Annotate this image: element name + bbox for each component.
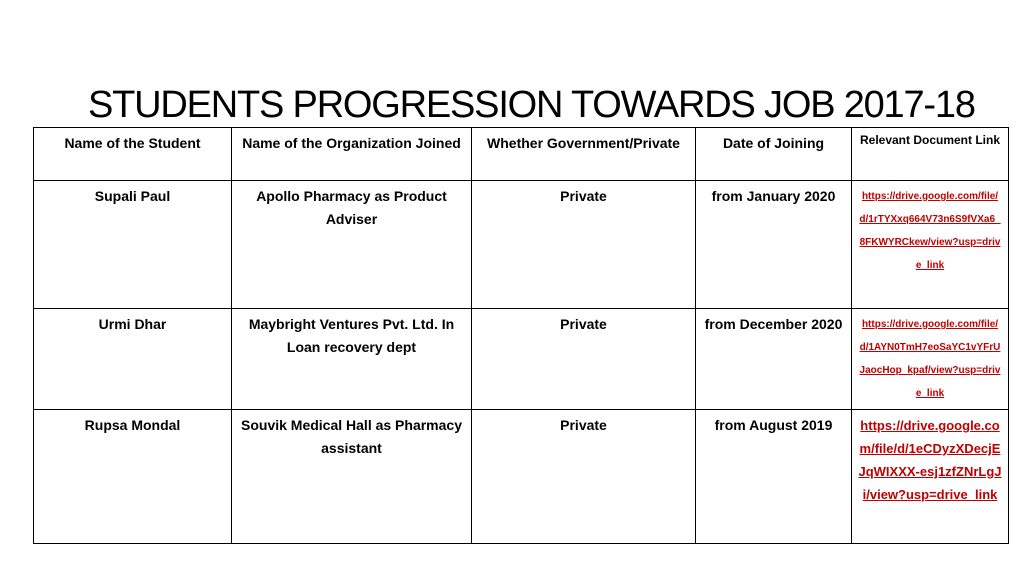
header-date-of-joining: Date of Joining: [696, 128, 852, 181]
organization-cell: Apollo Pharmacy as Product Adviser: [232, 181, 472, 309]
student-name-cell: Urmi Dhar: [34, 309, 232, 410]
document-cell: [852, 309, 1009, 410]
student-name-cell: Rupsa Mondal: [34, 410, 232, 544]
sector-cell: Private: [472, 410, 696, 544]
document-link[interactable]: https://drive.google.com/file/d/1eCDyzXDecjEJqWIXXX-esj1zfZNrLgJi/view?usp=drive_link: [858, 418, 1002, 502]
document-link[interactable]: https://drive.google.com/file/d/1AYN0TmH7eoSaYC1vYFrUJaocHop_kpaf/view?usp=drive_link: [859, 319, 1001, 399]
organization-cell: Souvik Medical Hall as Pharmacy assistant: [232, 410, 472, 544]
page-title: STUDENTS PROGRESSION TOWARDS JOB 2017-18: [88, 84, 975, 126]
date-cell: from December 2020: [696, 309, 852, 410]
date-cell: from January 2020: [696, 181, 852, 309]
document-link[interactable]: https://drive.google.com/file/d/1rTYXxq664V73n6S9fVXa6_8FKWYRCkew/view?usp=drive_link: [859, 191, 1001, 271]
sector-cell: Private: [472, 309, 696, 410]
student-name-cell: Supali Paul: [34, 181, 232, 309]
table-row: [34, 410, 1009, 544]
table-row: [34, 309, 1009, 410]
header-organization: Name of the Organization Joined: [232, 128, 472, 181]
table-header-row: [34, 128, 1009, 181]
header-document-link: Relevant Document Link: [852, 128, 1009, 181]
header-student-name: Name of the Student: [34, 128, 232, 181]
students-job-table: [33, 127, 1009, 544]
table-row: [34, 181, 1009, 309]
sector-cell: Private: [472, 181, 696, 309]
document-cell: [852, 181, 1009, 309]
organization-cell: Maybright Ventures Pvt. Ltd. In Loan recovery dept: [232, 309, 472, 410]
header-sector: Whether Government/Private: [472, 128, 696, 181]
document-cell: [852, 410, 1009, 544]
date-cell: from August 2019: [696, 410, 852, 544]
